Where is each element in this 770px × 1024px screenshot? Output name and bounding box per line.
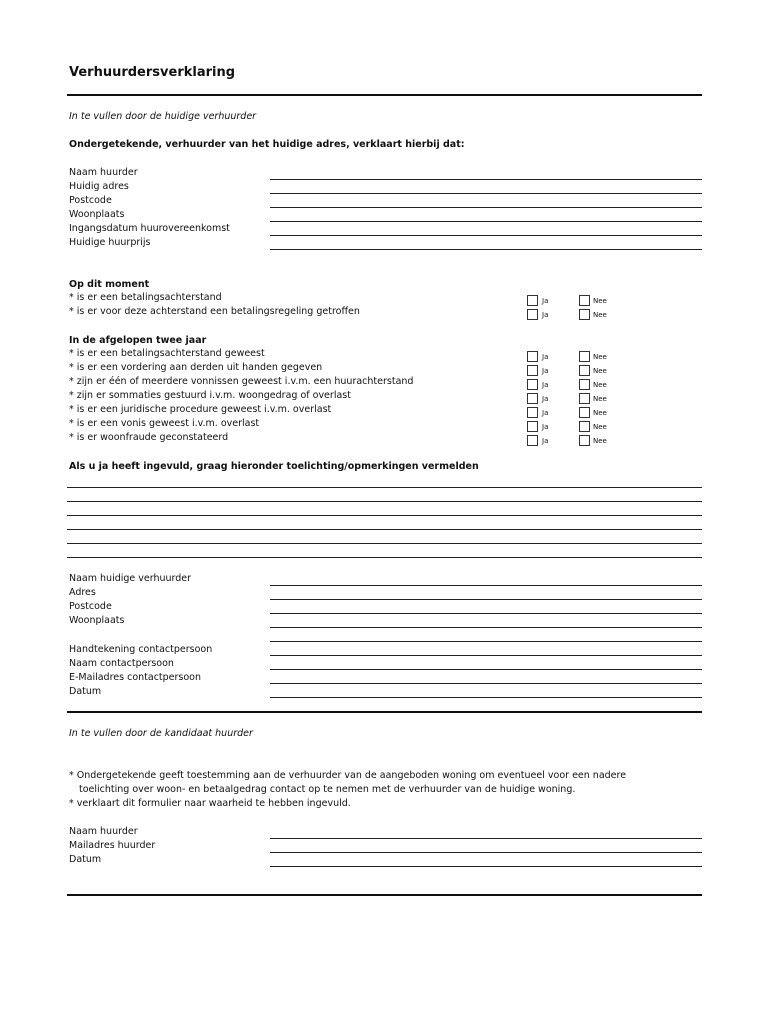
field-input-naam-huurder[interactable] bbox=[270, 838, 702, 839]
field-input-mailadres[interactable] bbox=[270, 852, 702, 853]
field-input-postcode[interactable] bbox=[270, 613, 702, 614]
current-heading: Op dit moment bbox=[69, 279, 150, 290]
checkbox-yes-label: Ja bbox=[542, 437, 549, 445]
field-label-naam-huurder: Naam huurder bbox=[69, 826, 138, 837]
field-input-handtekening[interactable] bbox=[270, 641, 702, 642]
checkbox-no[interactable] bbox=[579, 365, 590, 376]
remarks-line[interactable] bbox=[67, 543, 702, 544]
field-input-datum[interactable] bbox=[270, 683, 702, 684]
remarks-heading: Als u ja heeft ingevuld, graag hieronder toelichting/opmerkingen vermelden bbox=[69, 461, 479, 472]
field-input-datum-end[interactable] bbox=[270, 697, 702, 698]
checkbox-yes[interactable] bbox=[527, 295, 538, 306]
checkbox-no-label: Nee bbox=[593, 297, 607, 305]
field-label-ingangsdatum: Ingangsdatum huurovereenkomst bbox=[69, 223, 230, 234]
consent-text: * verklaart dit formulier naar waarheid te hebben ingevuld. bbox=[69, 798, 351, 809]
remarks-line[interactable] bbox=[67, 501, 702, 502]
field-input-naam-contact[interactable] bbox=[270, 655, 702, 656]
remarks-line[interactable] bbox=[67, 515, 702, 516]
divider bbox=[67, 711, 702, 713]
field-input-email-contact[interactable] bbox=[270, 669, 702, 670]
field-input-naam-verhuurder[interactable] bbox=[270, 585, 702, 586]
checkbox-yes[interactable] bbox=[527, 421, 538, 432]
field-label-woonplaats: Woonplaats bbox=[69, 615, 125, 626]
statement: Ondergetekende, verhuurder van het huidige adres, verklaart hierbij dat: bbox=[69, 139, 465, 150]
checkbox-no-label: Nee bbox=[593, 423, 607, 431]
question-item: * zijn er sommaties gestuurd i.v.m. woongedrag of overlast bbox=[69, 390, 351, 401]
field-input-huurprijs[interactable] bbox=[270, 249, 702, 250]
field-input-postcode[interactable] bbox=[270, 207, 702, 208]
consent-text: * Ondergetekende geeft toestemming aan de verhuurder van de aangeboden woning om eventueel voor een nadere bbox=[69, 770, 627, 781]
remarks-line[interactable] bbox=[67, 487, 702, 488]
checkbox-yes-label: Ja bbox=[542, 311, 549, 319]
question-item: * is er een betalingsachterstand geweest bbox=[69, 348, 265, 359]
field-label-mailadres: Mailadres huurder bbox=[69, 840, 156, 851]
checkbox-yes[interactable] bbox=[527, 393, 538, 404]
remarks-line[interactable] bbox=[67, 529, 702, 530]
checkbox-no-label: Nee bbox=[593, 395, 607, 403]
consent-text: toelichting over woon- en betaalgedrag contact op te nemen met de verhuurder van de huidige woning. bbox=[79, 784, 576, 795]
section-intro: In te vullen door de huidige verhuurder bbox=[69, 111, 257, 122]
field-input-naam-huurder[interactable] bbox=[270, 179, 702, 180]
checkbox-yes-label: Ja bbox=[542, 409, 549, 417]
past-heading: In de afgelopen twee jaar bbox=[69, 335, 207, 346]
checkbox-yes-label: Ja bbox=[542, 395, 549, 403]
checkbox-yes[interactable] bbox=[527, 365, 538, 376]
checkbox-no-label: Nee bbox=[593, 353, 607, 361]
checkbox-yes[interactable] bbox=[527, 435, 538, 446]
divider bbox=[67, 894, 702, 896]
checkbox-no[interactable] bbox=[579, 393, 590, 404]
checkbox-yes[interactable] bbox=[527, 407, 538, 418]
field-label-email-contact: E-Mailadres contactpersoon bbox=[69, 672, 202, 683]
page-title: Verhuurdersverklaring bbox=[69, 65, 236, 80]
checkbox-no-label: Nee bbox=[593, 311, 607, 319]
checkbox-yes-label: Ja bbox=[542, 423, 549, 431]
checkbox-no[interactable] bbox=[579, 407, 590, 418]
checkbox-no[interactable] bbox=[579, 309, 590, 320]
checkbox-yes-label: Ja bbox=[542, 297, 549, 305]
question-item: * is er een vonis geweest i.v.m. overlast bbox=[69, 418, 260, 429]
question-item: * is er een juridische procedure geweest i.v.m. overlast bbox=[69, 404, 332, 415]
checkbox-no[interactable] bbox=[579, 351, 590, 362]
question-item: * is er een betalingsachterstand bbox=[69, 292, 222, 303]
checkbox-yes-label: Ja bbox=[542, 353, 549, 361]
checkbox-no-label: Nee bbox=[593, 437, 607, 445]
question-item: * is er een vordering aan derden uit handen gegeven bbox=[69, 362, 323, 373]
field-label-handtekening: Handtekening contactpersoon bbox=[69, 644, 213, 655]
checkbox-yes-label: Ja bbox=[542, 367, 549, 375]
field-label-adres: Adres bbox=[69, 587, 96, 598]
checkbox-no-label: Nee bbox=[593, 409, 607, 417]
checkbox-no[interactable] bbox=[579, 295, 590, 306]
field-label-naam-verhuurder: Naam huidige verhuurder bbox=[69, 573, 192, 584]
field-label-datum: Datum bbox=[69, 854, 102, 865]
field-input-woonplaats[interactable] bbox=[270, 221, 702, 222]
checkbox-no-label: Nee bbox=[593, 367, 607, 375]
field-label-postcode: Postcode bbox=[69, 195, 112, 206]
section-intro: In te vullen door de kandidaat huurder bbox=[69, 728, 253, 739]
question-item: * is er woonfraude geconstateerd bbox=[69, 432, 229, 443]
remarks-line[interactable] bbox=[67, 557, 702, 558]
field-label-woonplaats: Woonplaats bbox=[69, 209, 125, 220]
field-input-woonplaats[interactable] bbox=[270, 627, 702, 628]
checkbox-yes-label: Ja bbox=[542, 381, 549, 389]
field-label-postcode: Postcode bbox=[69, 601, 112, 612]
checkbox-no[interactable] bbox=[579, 379, 590, 390]
checkbox-yes[interactable] bbox=[527, 379, 538, 390]
field-label-huurprijs: Huidige huurprijs bbox=[69, 237, 151, 248]
field-input-adres[interactable] bbox=[270, 599, 702, 600]
field-label-datum: Datum bbox=[69, 686, 102, 697]
question-item: * is er voor deze achterstand een betalingsregeling getroffen bbox=[69, 306, 360, 317]
field-label-naam-contact: Naam contactpersoon bbox=[69, 658, 174, 669]
field-input-datum[interactable] bbox=[270, 866, 702, 867]
field-input-huidig-adres[interactable] bbox=[270, 193, 702, 194]
checkbox-no[interactable] bbox=[579, 435, 590, 446]
checkbox-no-label: Nee bbox=[593, 381, 607, 389]
question-item: * zijn er één of meerdere vonnissen geweest i.v.m. een huurachterstand bbox=[69, 376, 414, 387]
checkbox-no[interactable] bbox=[579, 421, 590, 432]
field-label-naam-huurder: Naam huurder bbox=[69, 167, 138, 178]
field-input-ingangsdatum[interactable] bbox=[270, 235, 702, 236]
checkbox-yes[interactable] bbox=[527, 309, 538, 320]
checkbox-yes[interactable] bbox=[527, 351, 538, 362]
field-label-huidig-adres: Huidig adres bbox=[69, 181, 129, 192]
divider bbox=[67, 94, 702, 96]
